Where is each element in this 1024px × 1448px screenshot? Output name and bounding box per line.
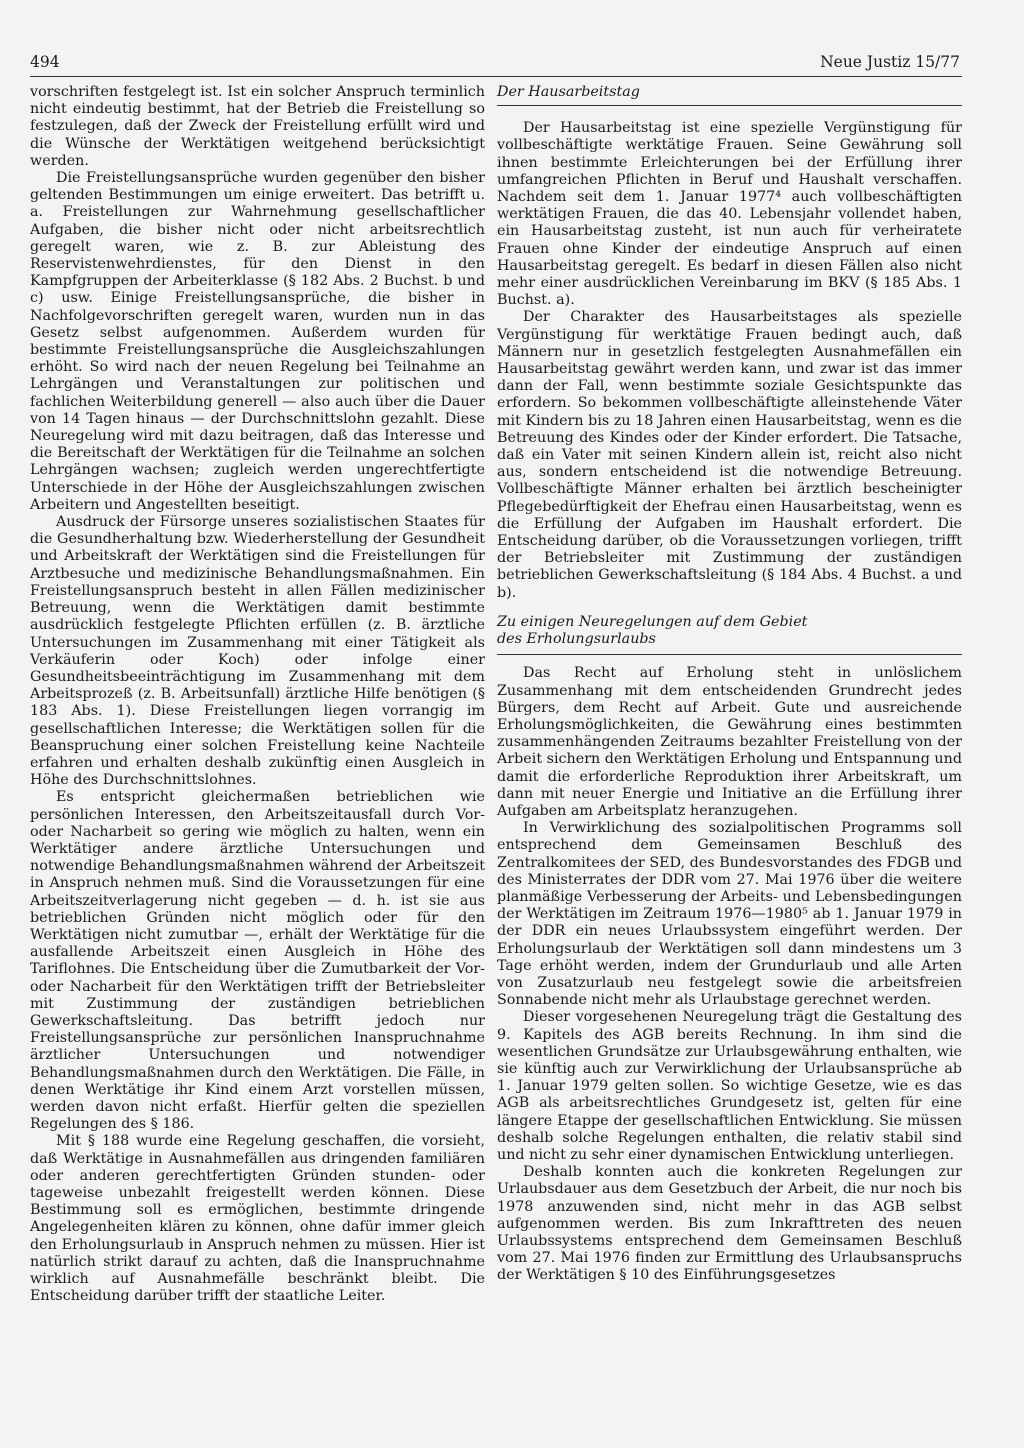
paragraph: Ausdruck der Fürsorge unseres sozialistischen Staates für die Gesundherhaltung bzw. Wiederherstellung der Gesundheit und Arbeitskraft der Werktätigen sind die Freistellungen für Arztbesuche und medizinische Behandlungsmaßnahmen. Ein Freistellungsanspruch besteht in allen Fällen medizinischer Betreuung, wenn die Werktätigen damit bestimmte ausdrücklich festgelegte Pflichten erfüllen (z. B. ärztliche Untersuchungen im Zusammenhang mit einer Tätigkeit als Verkäuferin oder Koch) oder infolge einer Gesundheitsbeeinträchtigung im Zusammenhang mit dem Arbeitsprozeß (z. B. Arbeitsunfall) ärztliche Hilfe benötigen (§ 183 Abs. 1). Diese Freistellungen liegen vorrangig im gesellschaftlichen Interesse; die Werktätigen sollen für die Beanspruchung einer solchen Freistellung keine Nachteile erfahren und erhalten deshalb zukünftig einen Ausgleich in Höhe des Durchschnittslohnes. (30, 514, 485, 789)
section-rule (497, 105, 962, 106)
paragraph: Deshalb konnten auch die konkreten Regelungen zur Urlaubsdauer aus dem Gesetzbuch der Arbeit, die nur noch bis 1978 anzuwenden sind, nicht mehr in das AGB selbst aufgenommen werden. Bis zum Inkrafttreten des neuen Urlaubssystems entsprechend dem Gemeinsamen Beschluß vom 27. Mai 1976 finden zur Ermittlung des Urlaubsanspruchs der Werktätigen § 10 des Einführungsgesetzes (497, 1164, 962, 1284)
journal-title: Neue Justiz 15/77 (820, 53, 960, 71)
section-heading-hausarbeitstag: Der Hausarbeitstag (497, 84, 640, 100)
paragraph: Der Charakter des Hausarbeitstages als spezielle Vergünstigung für werktätige Frauen bedingt auch, daß Männern nur in gesetzlich festgelegten Ausnahmefällen ein Hausarbeitstag gewährt werden kann, und zwar ist das immer dann der Fall, wenn bestimmte soziale Gesichtspunkte das erfordern. So bekommen vollbeschäftigte alleinstehende Väter mit Kindern bis zu 18 Jahren einen Hausarbeitstag, wenn es die Betreuung des Kindes oder der Kinder erfordert. Die Tatsache, daß ein Vater mit seinen Kindern allein ist, reicht also nicht aus, sondern entscheidend ist die notwendige Betreuung. Vollbeschäftigte Männer erhalten bei ärztlich bescheinigter Pflegebedürftigkeit der Ehefrau einen Hausarbeitstag, wenn es die Erfüllung der Aufgaben im Haushalt erfordert. Die Entscheidung darüber, ob die Voraussetzungen vorliegen, trifft der Betriebsleiter mit Zustimmung der zuständigen betrieblichen Gewerkschaftsleitung (§ 184 Abs. 4 Buchst. a und b). (497, 309, 962, 601)
left-column (30, 84, 485, 1305)
section-heading-erholungsurlaub (497, 614, 962, 648)
paragraph: vorschriften festgelegt ist. Ist ein solcher Anspruch terminlich nicht eindeutig bestimmt, hat der Betrieb die Freistellung so festzulegen, daß der Zweck der Freistellung erfüllt wird und die Wünsche der Werktätigen weitgehend berücksichtigt werden. (30, 84, 485, 169)
page-header (30, 50, 960, 74)
section-rule (497, 654, 962, 655)
paragraph: Das Recht auf Erholung steht in unlöslichem Zusammenhang mit dem entscheidenden Grundrecht jedes Bürgers, dem Recht auf Arbeit. Gute und ausreichende Erholungsmöglichkeiten, die Gewährung eines bestimmten zusammenhängenden Zeitraums bezahlter Freistellung von der Arbeit sichern den Werktätigen Erholung und Entspannung und damit die erforderliche Reproduktion ihrer Arbeitskraft, um dann mit neuer Energie und Initiative an die Erfüllung ihrer Aufgaben am Arbeitsplatz heranzugehen. (497, 665, 962, 819)
page-number: 494 (30, 53, 60, 71)
heading-line: Zu einigen Neuregelungen auf dem Gebiet (497, 613, 808, 630)
paragraph: Mit § 188 wurde eine Regelung geschaffen, die vorsieht, daß Werktätige in Ausnahmefällen aus dringenden familiären oder anderen gerechtfertigten Gründen stunden- oder tageweise unbezahlt freigestellt werden können. Diese Bestimmung soll es ermöglichen, bestimmte dringende Angelegenheiten klären zu können, ohne dafür immer gleich den Erholungsurlaub in Anspruch nehmen zu müssen. Hier ist natürlich strikt darauf zu achten, daß die Inanspruchnahme wirklich auf Ausnahmefälle beschränkt bleibt. Die Entscheidung darüber trifft der staatliche Leiter. (30, 1133, 485, 1305)
header-rule (30, 76, 962, 77)
paragraph: Der Hausarbeitstag ist eine spezielle Vergünstigung für vollbeschäftigte werktätige Frauen. Seine Gewährung soll ihnen bestimmte Erleichterungen bei der Erfüllung ihrer umfangreichen Pflichten in Beruf und Haushalt verschaffen. Nachdem seit dem 1. Januar 1977⁴ auch vollbeschäftigten werktätigen Frauen, die das 40. Lebensjahr vollendet haben, ein Hausarbeitstag zusteht, ist nun auch für verheiratete Frauen ohne Kinder der eindeutige Anspruch auf einen Hausarbeitstag geregelt. Es bedarf in diesen Fällen also nicht mehr einer ausdrücklichen Vereinbarung im BKV (§ 185 Abs. 1 Buchst. a). (497, 120, 962, 309)
paragraph: Es entspricht gleichermaßen betrieblichen wie persönlichen Interessen, den Arbeitszeitausfall durch Vor- oder Nacharbeit so gering wie möglich zu halten, wenn ein Werktätiger andere ärztliche Untersuchungen und notwendige Behandlungsmaßnahmen während der Arbeitszeit in Anspruch nehmen muß. Sind die Voraussetzungen für eine Arbeitszeitverlagerung nicht gegeben — d. h. ist sie aus betrieblichen Gründen nicht möglich oder für den Werktätigen nicht zumutbar —, erhält der Werktätige für die ausfallende Arbeitszeit einen Ausgleich in Höhe des Tariflohnes. Die Entscheidung über die Zumutbarkeit der Vor- oder Nacharbeit für den Werktätigen trifft der Betriebsleiter mit Zustimmung der zuständigen betrieblichen Gewerkschaftsleitung. Das betrifft jedoch nur Freistellungsansprüche zur persönlichen Inanspruchnahme ärztlicher Untersuchungen und notwendiger Behandlungsmaßnahmen durch den Werktätigen. Die Fälle, in denen Werktätige ihr Kind einem Arzt vorstellen müssen, werden davon nicht erfaßt. Hierfür gelten die speziellen Regelungen des § 186. (30, 789, 485, 1133)
right-column (497, 84, 962, 1285)
section-spacer (497, 602, 962, 614)
paragraph: In Verwirklichung des sozialpolitischen Programms soll entsprechend dem Gemeinsamen Beschluß des Zentralkomitees der SED, des Bundesvorstandes des FDGB und des Ministerrates der DDR vom 27. Mai 1976 über die weitere planmäßige Verbesserung der Arbeits- und Lebensbedingungen der Werktätigen im Zeitraum 1976—1980⁵ ab 1. Januar 1979 in der DDR ein neues Urlaubssystem eingeführt werden. Der Erholungsurlaub der Werktätigen soll dann mindestens um 3 Tage erhöht werden, indem der Grundurlaub und alle Arten von Zusatzurlaub neu festgelegt sowie die arbeitsfreien Sonnabende nicht mehr als Urlaubstage gerechnet werden. (497, 820, 962, 1009)
heading-line: des Erholungsurlaubs (497, 631, 656, 648)
paragraph: Die Freistellungsansprüche wurden gegenüber den bisher geltenden Bestimmungen um einige erweitert. Das betrifft u. a. Freistellungen zur Wahrnehmung gesellschaftlicher Aufgaben, die bisher nicht oder nicht arbeitsrechtlich geregelt waren, wie z. B. zur Ableistung des Reservistenwehrdienstes, für den Dienst in den Kampfgruppen der Arbeiterklasse (§ 182 Abs. 2 Buchst. b und c) usw. Einige Freistellungsansprüche, die bisher in Nachfolgevorschriften geregelt waren, wurden nun in das Gesetz selbst aufgenommen. Außerdem wurden für bestimmte Freistellungsansprüche die Ausgleichszahlungen erhöht. So wird nach der neuen Regelung bei Teilnahme an Lehrgängen und Veranstaltungen zur politischen und fachlichen Weiterbildung generell — also auch über die Dauer von 14 Tagen hinaus — der Durchschnittslohn gezahlt. Diese Neuregelung wird mit dazu beitragen, daß das Interesse und die Bereitschaft der Werktätigen für die Teilnahme an solchen Lehrgängen wachsen; zugleich werden ungerechtfertigte Unterschiede in der Höhe der Ausgleichszahlungen zwischen Arbeitern und Angestellten beseitigt. (30, 170, 485, 513)
paragraph: Dieser vorgesehenen Neuregelung trägt die Gestaltung des 9. Kapitels des AGB bereits Rechnung. In ihm sind die wesentlichen Grundsätze zur Urlaubsgewährung enthalten, wie sie künftig auch zur Verwirklichung der Urlaubsansprüche ab 1. Januar 1979 gelten sollen. So wichtige Gesetze, wie es das AGB als arbeitsrechtliches Grundgesetz ist, gelten für eine längere Etappe der gesellschaftlichen Entwicklung. Sie müssen deshalb solche Regelungen enthalten, die relativ stabil sind und nicht zu sehr einer dynamischen Entwicklung unterliegen. (497, 1009, 962, 1163)
